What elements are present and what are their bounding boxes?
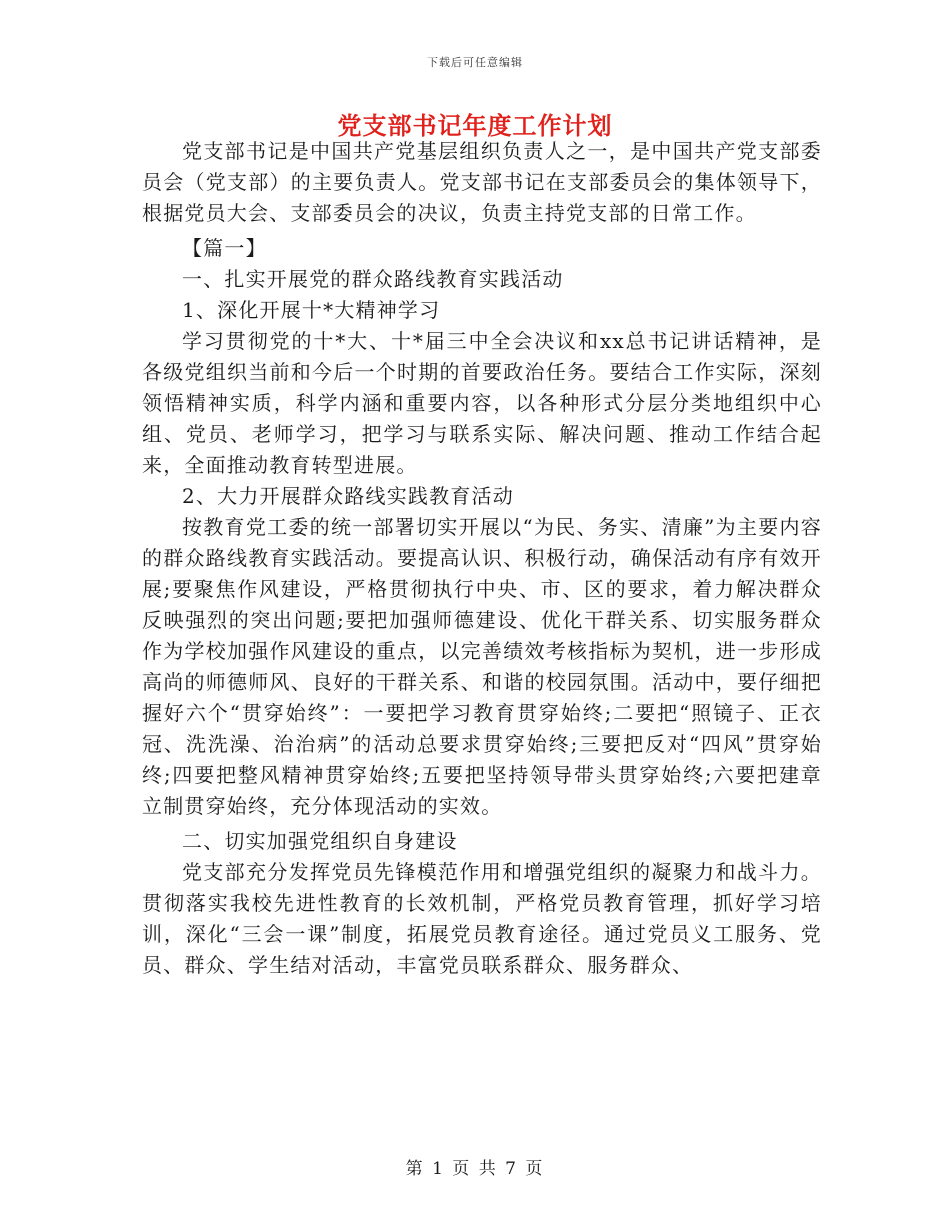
section-marker: 【篇一】	[182, 236, 267, 260]
page-number: 第 1 页 共 7 页	[405, 1159, 545, 1179]
document-title: 党支部书记年度工作计划	[337, 111, 613, 140]
heading-section-1: 一、扎实开展党的群众路线教育实践活动	[182, 267, 564, 291]
heading-section-2: 二、切实加强党组织自身建设	[182, 829, 458, 853]
header-note: 下载后可任意编辑	[427, 56, 523, 69]
paragraph-study: 学习贯彻党的十*大、十*届三中全会决议和xx总书记讲话精神，是各级党组织当前和今后一个时期的首要政治任务。要结合工作实际，深刻领悟精神实质，科学内涵和重要内容，以各种形式分层分类地组织中心组、党员、老师学习，把学习与联系实际、解决问题、推动工作结合起来，全面推动教育转型进展。	[142, 329, 822, 477]
subheading-2: 2、大力开展群众路线实践教育活动	[182, 484, 514, 508]
subheading-1: 1、深化开展十*大精神学习	[182, 298, 441, 322]
paragraph-organization: 党支部充分发挥党员先锋模范作用和增强党组织的凝聚力和战斗力。贯彻落实我校先进性教育的长效机制，严格党员教育管理，抓好学习培训，深化“三会一课”制度，拓展党员教育途径。通过党员义工服务、党员、群众、学生结对活动，丰富党员联系群众、服务群众、	[142, 860, 822, 977]
intro-paragraph: 党支部书记是中国共产党基层组织负责人之一，是中国共产党支部委员会（党支部）的主要负责人。党支部书记在支部委员会的集体领导下，根据党员大会、支部委员会的决议，负责主持党支部的日常工作。	[142, 139, 822, 225]
paragraph-practice: 按教育党工委的统一部署切实开展以“为民、务实、清廉”为主要内容的群众路线教育实践活动。要提高认识、积极行动，确保活动有序有效开展;要聚焦作风建设，严格贯彻执行中央、市、区的要求，着力解决群众反映强烈的突出问题;要把加强师德建设、优化干群关系、切实服务群众作为学校加强作风建设的重点，以完善绩效考核指标为契机，进一步形成高尚的师德师风、良好的干群关系、和谐的校园氛围。活动中，要仔细把握好六个“贯穿始终”：一要把学习教育贯穿始终;二要把“照镜子、正衣冠、洗洗澡、治治病”的活动总要求贯穿始终;三要把反对“四风”贯穿始终;四要把整风精神贯穿始终;五要把坚持领导带头贯穿始终;六要把建章立制贯穿始终，充分体现活动的实效。	[142, 515, 822, 818]
document-body	[142, 136, 822, 981]
